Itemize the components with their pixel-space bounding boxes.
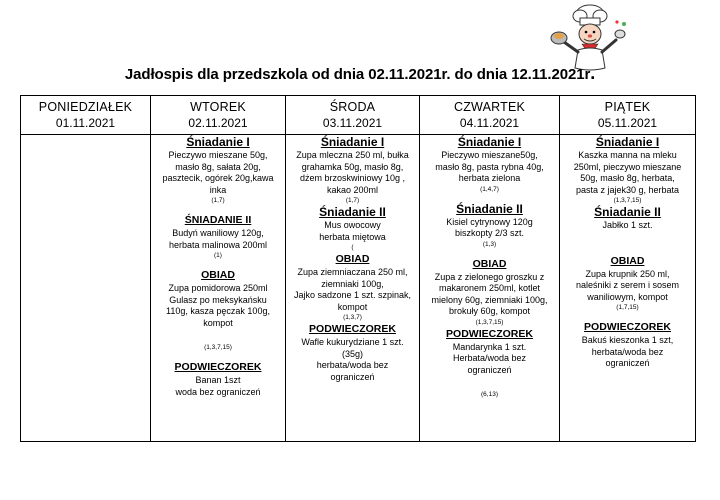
allergens: (1,7,15) (616, 304, 639, 311)
menu-line: Bakuś kieszonka 1 szt, (581, 335, 674, 345)
menu-line: Kisiel cytrynowy 120g (446, 216, 533, 227)
menu-line: Pieczywo mieszane 50g, (168, 150, 268, 160)
menu-line: grahamka 50g, masło 8g, (301, 161, 404, 172)
wednesday-cell (286, 135, 420, 442)
day-header-monday: PONIEDZIAŁEK 01.11.2021 (21, 96, 151, 135)
menu-line: inka (209, 184, 227, 195)
menu-line: herbata zielona (458, 173, 521, 183)
friday-lunch-title: OBIAD (610, 254, 645, 267)
menu-line: herbata/woda bez (591, 346, 664, 357)
menu-line: Banan 1szt (195, 375, 241, 385)
menu-line: Herbata/woda bez (452, 353, 527, 363)
page-title: Jadłospis dla przedszkola od dnia 02.11.2021r. do dnia 12.11.2021r. (124, 63, 596, 83)
wednesday-lunch-title: OBIAD (335, 253, 370, 265)
menu-line: 250ml, pieczywo mieszane (573, 161, 682, 172)
menu-line: herbata malinowa 200ml (168, 239, 268, 250)
menu-line: 50g, masło 8g, herbata, (580, 173, 675, 183)
thursday-cell (420, 135, 560, 442)
tuesday-snack-title: PODWIECZOREK (174, 361, 262, 373)
menu-table (20, 95, 696, 442)
wednesday-breakfast1-title: Śniadanie I (320, 135, 385, 149)
menu-line: herbata miętowa (319, 231, 386, 242)
wednesday-breakfast2-title: Śniadanie II (319, 205, 386, 219)
menu-line: Jabłko 1 szt. (602, 220, 653, 230)
menu-line: ( (351, 244, 354, 251)
menu-line: brokuły 60g, kompot (448, 306, 531, 316)
menu-line: ograniczeń (605, 358, 650, 368)
menu-line: makaronem 250ml, kotlet (438, 283, 541, 293)
tuesday-breakfast1-title: Śniadanie I (186, 135, 250, 149)
menu-line: ziemniaki 100g, (321, 278, 384, 289)
menu-line: herbata/woda bez (316, 360, 389, 370)
thursday-breakfast1-title: Śniadanie I (457, 135, 522, 149)
friday-snack-title: PODWIECZOREK (584, 321, 671, 333)
day-header-friday: PIĄTEK 05.11.2021 (560, 96, 696, 135)
menu-line: Zupa krupnik 250 ml, (585, 268, 670, 279)
menu-line: kakao 200ml (326, 184, 379, 195)
tuesday-cell (151, 135, 286, 442)
menu-line: woda bez ograniczeń (175, 386, 261, 397)
friday-breakfast2-title: Śniadanie II (594, 205, 661, 219)
menu-row (21, 135, 696, 442)
menu-line: Zupa ziemniaczana 250 ml, (297, 267, 408, 277)
day-header-tuesday: WTOREK 02.11.2021 (151, 96, 286, 135)
menu-line: Pieczywo mieszane50g, (441, 150, 538, 160)
header-row (21, 96, 696, 135)
allergens: (1,4,7) (480, 185, 499, 193)
day-header-wednesday: ŚRODA 03.11.2021 (286, 96, 420, 135)
menu-line: kompot (203, 317, 233, 328)
wednesday-snack-title: PODWIECZOREK (309, 323, 396, 335)
thursday-lunch-title: OBIAD (472, 257, 507, 270)
menu-line: Zupa z zielonego groszku z (434, 271, 545, 282)
menu-line: Mus owocowy (324, 220, 381, 230)
menu-line: waniliowym, kompot (587, 291, 668, 302)
menu-line: biszkopty 2/3 szt. (454, 228, 525, 238)
menu-line: pasztecik, ogórek 20g,kawa (162, 173, 274, 183)
menu-line: dżem brzoskwiniowy 10g , (299, 173, 406, 183)
thursday-snack-title: PODWIECZOREK (446, 327, 533, 340)
friday-cell (560, 135, 696, 442)
allergens: (1,3,7,15) (204, 344, 232, 351)
menu-line: mielony 60g, ziemniaki 100g, (431, 294, 548, 305)
menu-line: naleśniki z serem i sosem (575, 280, 680, 290)
menu-line: Gulasz po meksykańsku (169, 294, 267, 305)
allergens: (1) (214, 252, 222, 259)
tuesday-lunch-title: OBIAD (201, 269, 235, 281)
friday-breakfast1-title: Śniadanie I (595, 135, 660, 149)
allergens: (6,13) (481, 391, 498, 398)
allergens: (1,7) (211, 197, 225, 204)
allergens: (1,3) (482, 240, 497, 248)
menu-line: kompot (337, 301, 368, 312)
menu-line: masło 8g, sałata 20g, (175, 161, 261, 172)
menu-line: Kaszka manna na mleku (578, 150, 677, 160)
menu-line: ograniczeń (467, 364, 512, 375)
allergens: (1,3,7) (343, 314, 362, 321)
menu-line: Zupa pomidorowa 250ml (168, 283, 268, 293)
allergens: (1,3,7,15) (613, 197, 642, 204)
menu-line: pasta z jajek30 g, herbata (575, 184, 680, 195)
menu-line: masło 8g, pasta rybna 40g, (435, 161, 544, 172)
allergens: (1,7) (345, 197, 360, 204)
menu-line: Wafle kukurydziane 1 szt. (301, 337, 404, 347)
day-header-thursday: CZWARTEK 04.11.2021 (420, 96, 560, 135)
menu-line: Zupa mleczna 250 ml, bułka (296, 150, 409, 160)
menu-line: 110g, kasza pęczak 100g, (166, 306, 270, 316)
menu-line: Jajko sadzone 1 szt. szpinak, (293, 290, 412, 300)
menu-line: Mandarynka 1 szt. (452, 341, 527, 352)
menu-line: (35g) (341, 348, 363, 359)
allergens: (1,3,7,15) (475, 318, 504, 326)
tuesday-breakfast2-title: ŚNIADANIE II (184, 214, 252, 226)
menu-line: ograniczeń (330, 371, 375, 382)
thursday-breakfast2-title: Śniadanie II (456, 201, 523, 216)
monday-cell (21, 135, 151, 442)
menu-line: Budyń waniliowy 120g, (172, 228, 264, 238)
